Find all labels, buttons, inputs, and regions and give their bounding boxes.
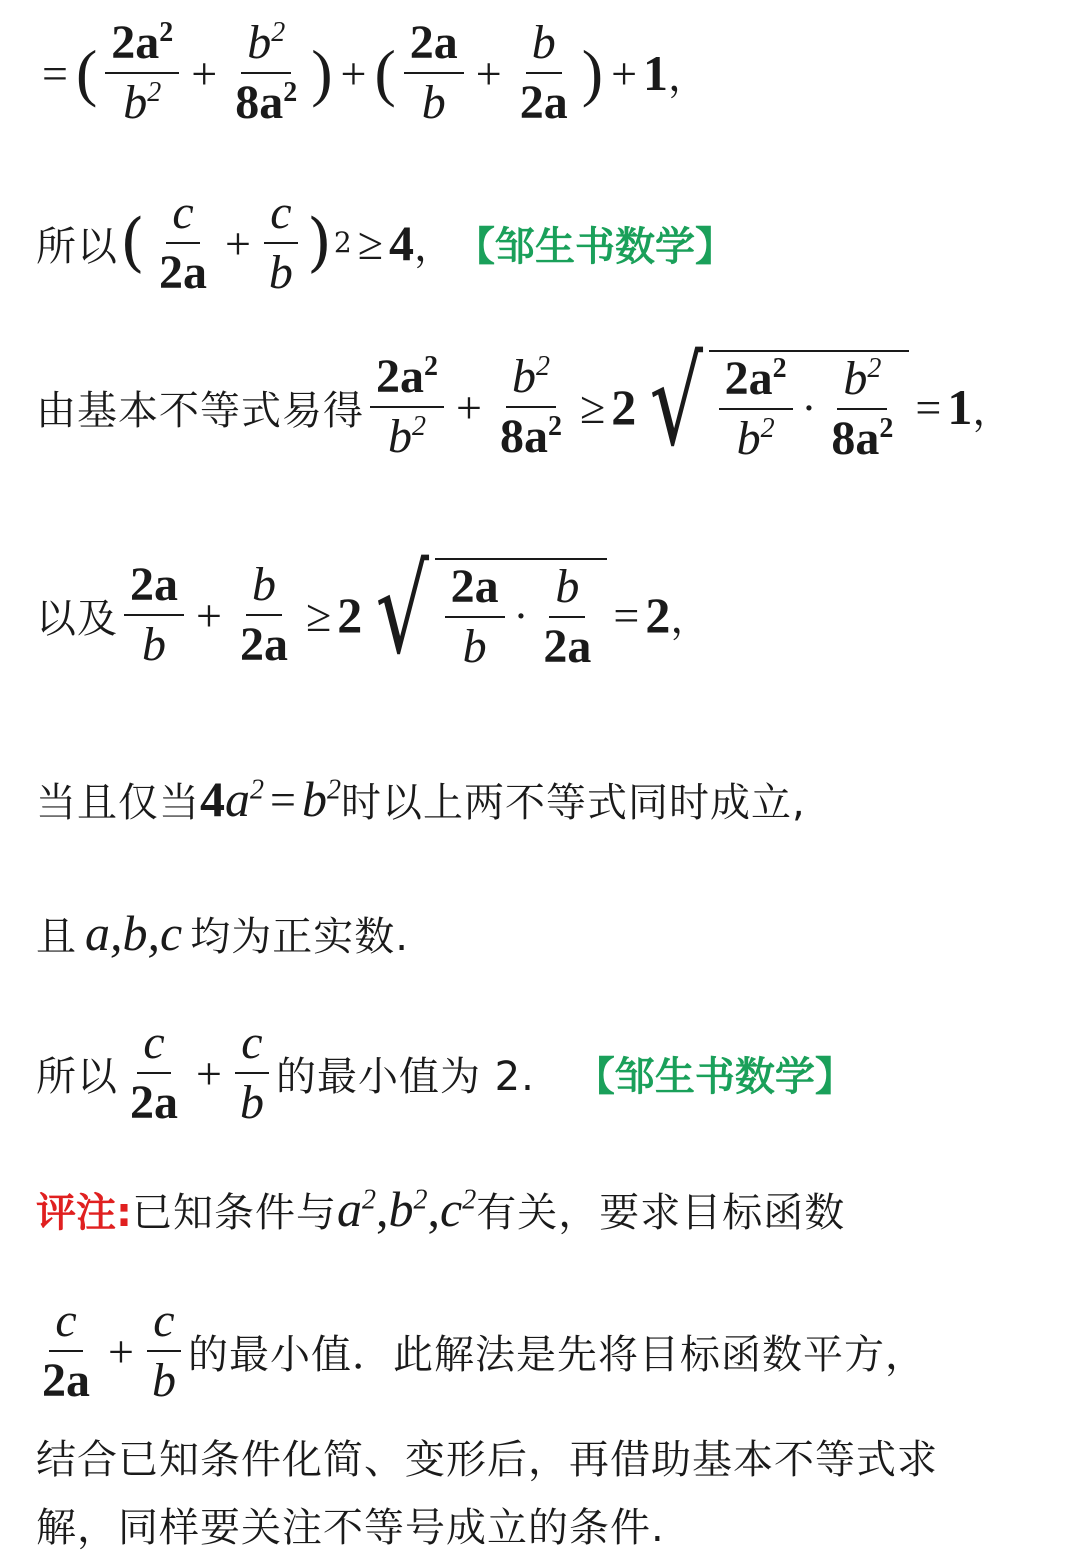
text-line-6	[36, 904, 409, 962]
text-line-10	[36, 1428, 938, 1485]
equation-line-1	[36, 18, 709, 129]
fraction: $\frac{c}{2a}$	[42, 1294, 90, 1408]
text-line-8	[36, 1180, 845, 1238]
plus-sign: +	[191, 47, 218, 99]
fraction: $\frac{c}{b}$	[263, 188, 299, 299]
number-one: 1	[643, 45, 669, 102]
plus-sign: +	[108, 1325, 134, 1377]
left-paren: (	[120, 206, 145, 281]
fraction: $\frac{2a^2}{b^2}$	[370, 352, 444, 463]
fraction: $\frac{c}{2a}$	[130, 1016, 178, 1130]
plus-sign: +	[196, 1047, 222, 1099]
right-paren: )	[581, 37, 604, 109]
right-paren: )	[311, 37, 333, 109]
text-target: 有关，要求目标函数	[476, 1189, 846, 1236]
plus-sign: +	[224, 217, 251, 269]
equation-line-7	[36, 1018, 855, 1129]
plus-sign: +	[340, 47, 367, 99]
text-line-5	[36, 770, 806, 828]
equation-line-9	[36, 1296, 926, 1407]
text-so: 所以	[36, 1053, 118, 1100]
text-and: 以及	[36, 595, 118, 642]
equals-sign: =	[915, 381, 942, 433]
fraction: $\frac{c}{2a}$	[158, 186, 207, 300]
text-combine: 结合已知条件化简、变形后，再借助基本不等式求	[36, 1437, 938, 1483]
text-both-hold: 时以上两不等式同时成立,	[340, 779, 806, 826]
text-positive: 均为正实数.	[190, 913, 409, 960]
equation-line-3	[36, 334, 1014, 473]
fraction: $\frac{b^2}{8a^2}$	[235, 16, 298, 130]
left-paren: (	[374, 37, 396, 109]
text-solve: 解，同样要关注不等号成立的条件.	[36, 1505, 665, 1551]
fraction: $\frac{c}{b}$	[146, 1296, 182, 1407]
fraction: $\frac{2a}{b}$	[445, 562, 505, 673]
fraction: $\frac{b}{2a}$	[519, 16, 568, 130]
comma: ，	[972, 387, 1014, 434]
fraction: $\frac{2a}{b}$	[404, 18, 464, 129]
variables-abc: a,b,c	[85, 905, 183, 961]
dot-operator: ·	[514, 594, 528, 641]
number-four: 4	[200, 771, 225, 827]
coefficient: 2	[611, 379, 637, 436]
text-method: 的最小值．此解法是先将目标函数平方，	[187, 1331, 926, 1378]
plus-sign: +	[196, 589, 222, 641]
comma: ,	[427, 1181, 440, 1237]
var-b: $b^2$	[301, 771, 341, 827]
fraction: $\frac{b}{2a}$	[543, 560, 592, 674]
equals-sign: =	[270, 773, 296, 825]
right-paren: )	[306, 206, 332, 281]
comma: ，	[413, 223, 455, 270]
text-min-value: 的最小值为 2.	[275, 1053, 535, 1100]
var-a: $a^2$	[225, 771, 264, 827]
square-root	[638, 334, 909, 473]
dot-operator: ·	[802, 386, 816, 433]
var-a: $a^2$	[337, 1181, 376, 1237]
number-four: 4	[388, 215, 414, 272]
text-and: 且	[36, 913, 77, 960]
coefficient: 2	[337, 587, 363, 644]
equals-sign: =	[613, 589, 640, 641]
comma: ,	[376, 1181, 389, 1237]
fraction: $\frac{c}{b}$	[234, 1018, 270, 1129]
fraction: $\frac{b^2}{8a^2}$	[831, 352, 894, 466]
geq-sign: ≥	[305, 589, 332, 641]
plus-sign: +	[456, 381, 482, 433]
result: 1	[947, 379, 973, 436]
fraction: $\frac{b}{2a}$	[239, 558, 288, 672]
fraction: $\frac{2a^2}{b^2}$	[105, 18, 179, 129]
radical-icon: √	[649, 334, 704, 473]
geq-sign: ≥	[357, 217, 383, 269]
equals-sign: =	[42, 47, 68, 99]
fraction: $\frac{b^2}{8a^2}$	[499, 350, 562, 464]
fraction: $\frac{2a^2}{b^2}$	[719, 354, 793, 465]
geq-sign: ≥	[579, 381, 606, 433]
equation-line-4	[36, 542, 712, 681]
left-paren: (	[75, 37, 98, 109]
var-c: $c^2$	[440, 1181, 477, 1237]
square-root	[364, 542, 607, 681]
text-line-11	[36, 1496, 665, 1553]
text-so: 所以	[36, 223, 118, 270]
fraction: $\frac{2a}{b}$	[124, 560, 184, 671]
result: 2	[645, 587, 671, 644]
source-tag: 【邹生书数学】	[454, 223, 735, 270]
plus-sign: +	[475, 47, 502, 99]
source-tag: 【邹生书数学】	[574, 1053, 855, 1100]
equation-line-2: 所以 ( $\frac{c}{2a}$ + $\frac{c}{b}$ ) 2 ≥ 4 ， 【邹生书数学】	[36, 186, 735, 300]
text-iff: 当且仅当	[36, 779, 200, 826]
comma: ，	[670, 595, 712, 642]
comment-label: 评注:	[36, 1189, 132, 1236]
plus-sign: +	[611, 47, 638, 99]
comma: ，	[668, 53, 710, 100]
text-condition: 已知条件与	[132, 1189, 337, 1236]
text-by-inequality: 由基本不等式易得	[36, 387, 364, 434]
radical-icon: √	[375, 542, 430, 681]
var-b: $b^2$	[388, 1181, 428, 1237]
